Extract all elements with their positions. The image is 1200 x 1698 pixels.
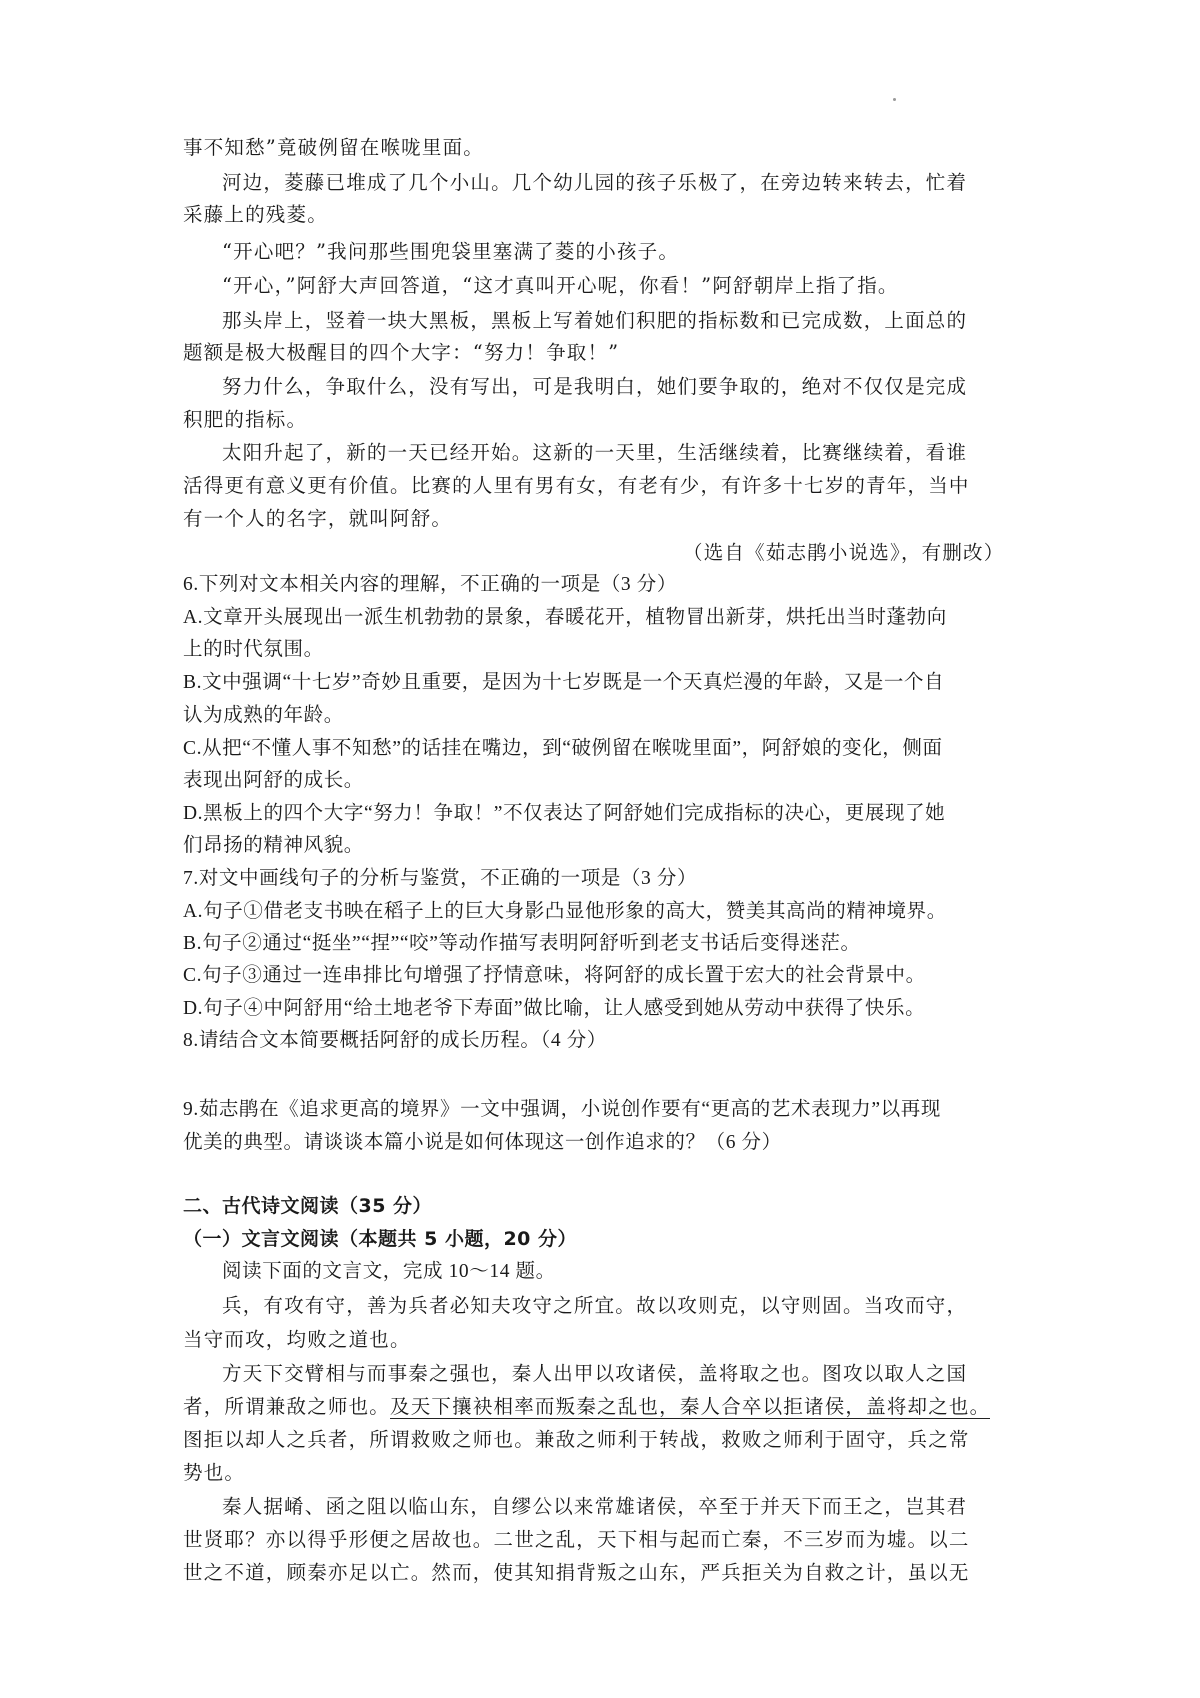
question-7: 7.对文中画线句子的分析与鉴赏，不正确的一项是（3 分）: [183, 868, 698, 889]
question-8: 8.请结合文本简要概括阿舒的成长历程。（4 分）: [183, 1030, 607, 1051]
story-line: 那头岸上，竖着一块大黑板，黑板上写着她们积肥的指标数和已完成数，上面总的: [222, 309, 968, 332]
story-line: 题额是极大极醒目的四个大字：“努力！争取！”: [183, 341, 620, 364]
story-line: 有一个人的名字，就叫阿舒。: [183, 507, 453, 530]
source-citation: （选自《茹志鹃小说选》，有删改）: [683, 541, 1005, 564]
story-line: 太阳升起了，新的一天已经开始。这新的一天里，生活继续着，比赛继续着，看谁: [222, 441, 968, 464]
instruction: 阅读下面的文言文，完成 10～14 题。: [222, 1261, 556, 1282]
question-9-cont: 优美的典型。请谈谈本篇小说是如何体现这一创作追求的？（6 分）: [183, 1132, 782, 1153]
classical-line: 兵，有攻有守，善为兵者必知夫攻守之所宜。故以攻则克，以守则固。当攻而守，: [222, 1294, 968, 1317]
classical-line: 当守而攻，均败之道也。: [183, 1328, 411, 1351]
section-heading: 二、古代诗文阅读（35 分）: [183, 1195, 433, 1217]
classical-line: 秦人据崤、函之阻以临山东，自缪公以来常雄诸侯，卒至于并天下而王之，岂其君: [222, 1495, 968, 1518]
story-line: 积肥的指标。: [183, 408, 308, 431]
option-line: A.文章开头展现出一派生机勃勃的景象，春暖花开，植物冒出新芽，烘托出当时蓬勃向: [183, 607, 947, 628]
option-line: 上的时代氛围。: [183, 639, 324, 660]
option-line: B.文中强调“十七岁”奇妙且重要，是因为十七岁既是一个天真烂漫的年龄，又是一个自: [183, 672, 945, 693]
option-line: D.黑板上的四个大字“努力！争取！”不仅表达了阿舒她们完成指标的决心，更展现了她: [183, 803, 946, 824]
option-line: A.句子①借老支书映在稻子上的巨大身影凸显他形象的高大，赞美其高尚的精神境界。: [183, 901, 947, 922]
story-line: “开心，”阿舒大声回答道，“这才真叫开心呢，你看！”阿舒朝岸上指了指。: [222, 274, 899, 297]
scan-speck: [893, 98, 896, 101]
classical-line: [183, 1392, 990, 1422]
classical-line: 方天下交臂相与而事秦之强也，秦人出甲以攻诸侯，盖将取之也。图攻以取人之国: [222, 1362, 968, 1385]
option-line: B.句子②通过“挺坐”“捏”“咬”等动作描写表明阿舒听到老支书话后变得迷茫。: [183, 933, 861, 954]
underlined-sentence: 及天下攘袂相率而叛秦之乱也，秦人合卒以拒诸侯，盖将却之也。: [390, 1395, 991, 1418]
option-line: 们昂扬的精神风貌。: [183, 835, 364, 856]
option-line: 认为成熟的年龄。: [183, 705, 344, 726]
classical-line: 世贤耶？亦以得乎形便之居故也。二世之乱，天下相与起而亡秦，不三岁而为墟。以二: [183, 1528, 970, 1551]
story-line: 采藤上的残菱。: [183, 203, 328, 226]
story-line: “开心吧？”我问那些围兜袋里塞满了菱的小孩子。: [222, 240, 680, 263]
classical-line: 世之不道，顾秦亦足以亡。然而，使其知捐背叛之山东，严兵拒关为自救之计，虽以无: [183, 1561, 970, 1584]
classical-line: 势也。: [183, 1461, 246, 1484]
option-line: 表现出阿舒的成长。: [183, 770, 364, 791]
option-line: C.从把“不懂人事不知愁”的话挂在嘴边，到“破例留在喉咙里面”，阿舒娘的变化，侧面: [183, 738, 943, 759]
classical-text: 者，所谓兼敌之师也。: [183, 1395, 391, 1418]
story-line: 事不知愁”竟破例留在喉咙里面。: [183, 136, 484, 159]
question-9: 9.茹志鹃在《追求更高的境界》一文中强调，小说创作要有“更高的艺术表现力”以再现: [183, 1099, 941, 1120]
classical-line: 图拒以却人之兵者，所谓救败之师也。兼敌之师利于转战，救败之师利于固守，兵之常: [183, 1428, 970, 1451]
option-line: D.句子④中阿舒用“给土地老爷下寿面”做比喻，让人感受到她从劳动中获得了快乐。: [183, 998, 926, 1019]
section-subheading: （一）文言文阅读（本题共 5 小题，20 分）: [183, 1228, 578, 1250]
story-line: 活得更有意义更有价值。比赛的人里有男有女，有老有少，有许多十七岁的青年，当中: [183, 474, 970, 497]
option-line: C.句子③通过一连串排比句增强了抒情意味，将阿舒的成长置于宏大的社会背景中。: [183, 965, 926, 986]
question-6: 6.下列对文本相关内容的理解，不正确的一项是（3 分）: [183, 574, 677, 595]
story-line: 河边，菱藤已堆成了几个小山。几个幼儿园的孩子乐极了，在旁边转来转去，忙着: [222, 171, 968, 194]
story-line: 努力什么，争取什么，没有写出，可是我明白，她们要争取的，绝对不仅仅是完成: [222, 375, 968, 398]
